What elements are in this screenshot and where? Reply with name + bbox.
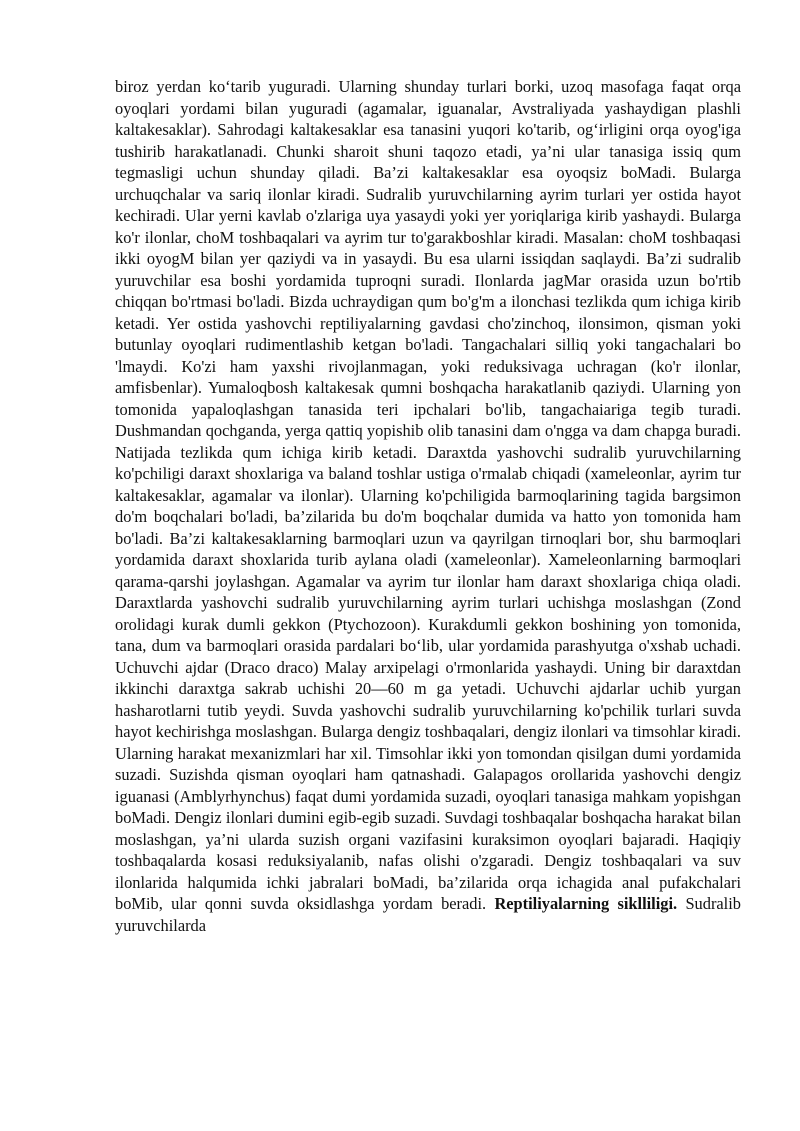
paragraph-text: biroz yerdan ko‘tarib yuguradi. Ularning shunday turlari borki, uzoq masofaga faqat orqa oyoqlari yordami bilan yuguradi (agamalar, iguanalar, Avstraliyada yashaydigan plashli kaltakesaklar). Sahrodagi kaltakesaklar esa tanasini yuqori ko'tarib, og‘irligini orqa oyog'iga tushirib harakatlanadi. Chunki sharoit shuni taqozo etadi, ya’ni ular tanasiga issiq qum tegmasligi uchun shunday qiladi. Ba’zi kaltakesaklar esa oyoqsiz boMadi. Bularga urchuqchalar va sariq ilonlar kiradi. Sudralib yuruvchilarning ayrim turlari yer ostida hayot kechiradi. Ular yerni kavlab o'zlariga uya yasaydi yoki yer yoriqlariga kirib yashaydi. Bularga ko'r ilonlar, choM toshbaqalari va ayrim tur to'garakboshlar kiradi. Masalan: choM toshbaqasi ikki oyogM bilan yer qaziydi va in yasaydi. Bu esa ularni issiqdan saqlaydi. Ba’zi sudralib yuruvchilar esa boshi yordamida tuproqni suradi. Ilonlarda jagMar orasida uzun bo'rtib chiqqan bo'rtmasi bo'ladi. Bizda uchraydigan qum bo'g'm a ilonchasi tezlikda qum ichiga kirib ketadi. Yer ostida yashovchi reptiliyalarning gavdasi cho'zinchoq, ilonsimon, qisman yoki butunlay oyoqlari rudimentlashib ketgan bo'ladi. Tangachalari silliq yoki tangachalari bo 'lmaydi. Ko'zi ham yaxshi rivojlanmagan, yoki reduksivaga uchragan (ko'r ilonlar, amfisbenlar). Yumaloqbosh kaltakesak qumni boshqacha harakatlanib qaziydi. Ularning yon tomonida yapaloqlashgan tanasida teri ipchalari bo'lib, tangachaiariga tegib turadi. Dushmandan qochganda, yerga qattiq yopishib olib tanasini dam o'ngga va dam chapga buradi. Natijada tezlikda qum ichiga kirib ketadi. Daraxtda yashovchi sudralib yuruvchilarning ko'pchiligi daraxt shoxlariga va baland toshlar ustiga o'rmalab chiqadi (xameleonlar, ayrim tur kaltakesaklar, agamalar va ilonlar). Ularning ko'pchiligida barmoqlarining tagida bargsimon do'm boqchalari bo'ladi, ba’zilarida bu do'm boqchalar dumida va hatto yon tomonida ham bo'ladi. Ba’zi kaltakesaklarning barmoqlari uzun va qayrilgan tirnoqlari bor, shu barmoqlari yordamida daraxt shoxlarida turib aylana oladi (xameleonlar). Xameleonlarning barmoqlari qarama-qarshi joylashgan. Agamalar va ayrim tur ilonlar ham daraxt shoxlariga chiqa oladi. Daraxtlarda yashovchi sudralib yuruvchilarning ayrim turlari uchishga moslashgan (Zond orolidagi kurak dumli gekkon (Ptychozoon). Kurakdumli gekkon boshining yon tomonida, tana, dum va barmoqlari orasida pardalari bo‘lib, ular yordamida parashyutga o'xshab uchadi. Uchuvchi ajdar (Draco draco) Malay arxipelagi o'rmonlarida yashaydi. Uning bir daraxtdan ikkinchi daraxtga sakrab uchishi 20—60 m ga yetadi. Uchuvchi ajdarlar uchib yurgan hasharotlarni tutib yeydi. Suvda yashovchi sudralib yuruvchilarning ko'pchilik turlari suvda hayot kechirishga moslashgan. Bularga dengiz toshbaqalari, dengiz ilonlari va timsohlar kiradi. Ularning harakat mexanizmlari har xil. Timsohlar ikki yon tomondan qisilgan dumi yordamida suzadi. Suzishda qisman oyoqlari ham qatnashadi. Galapagos orollarida yashovchi dengiz iguanasi (Amblyrhynchus) faqat dumi yordamida suzadi, oyoqlari tanasiga mahkam yopishgan boMadi. Dengiz ilonlari dumini egib-egib suzadi. Suvdagi toshbaqalar boshqacha harakat bilan moslashgan, ya’ni ularda suzish organi vazifasini kuraksimon oyoqlari bajaradi. Haqiqiy toshbaqalarda kosasi reduksiyalanib, nafas olishi o'zgaradi. Dengiz toshbaqalari va suv ilonlarida halqumida ichki jabralari boMadi, ba’zilarida orqa ichagida anal pufakchalari boMib, ular qonni suvda oksidlashga yordam beradi. [115, 77, 741, 913]
body-paragraph [115, 76, 741, 936]
section-heading-inline: Reptiliyalarning siklliligi. [494, 894, 678, 913]
trailing-text: Sudralib yuruvchilarda [115, 894, 741, 935]
document-page [115, 76, 741, 936]
